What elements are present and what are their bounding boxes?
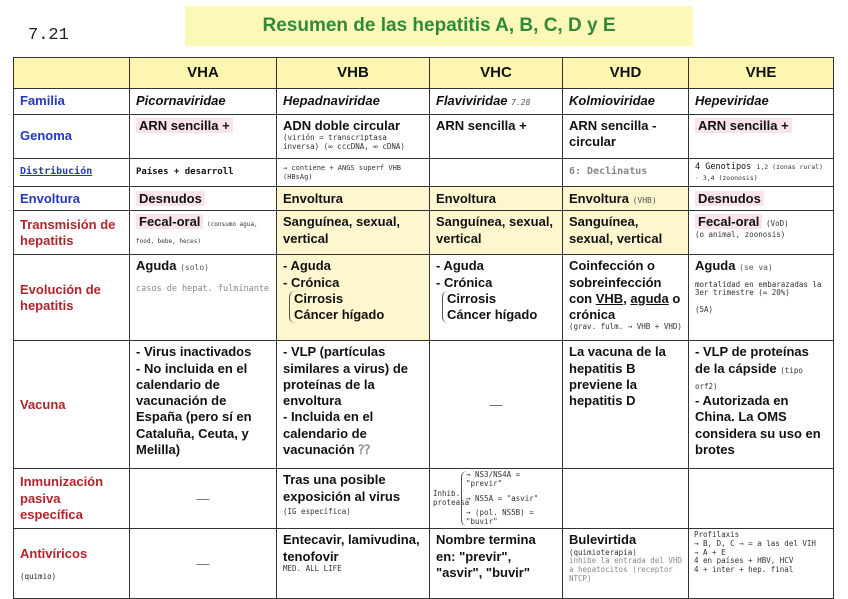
- inmunizacion-vhc-note: → (pol. NS5B) = "buvir": [466, 508, 534, 526]
- row-antiviricos: [14, 529, 834, 599]
- antiviricos-label-text: Antivíricos: [20, 546, 88, 562]
- row-vacuna: [14, 341, 834, 469]
- cell-transmision-vha: [130, 211, 277, 255]
- cell-evolucion-vhc: [430, 255, 563, 341]
- cell-distribucion-vha: Países + desarroll: [130, 159, 277, 187]
- row-label-genoma: Genoma: [14, 115, 130, 159]
- vacuna-vhe-note: (tipo orf2): [695, 365, 803, 391]
- evolucion-vhd-text-d: aguda: [630, 290, 669, 306]
- cell-inmunizacion-vhe: [689, 469, 834, 529]
- cell-evolucion-vha: [130, 255, 277, 341]
- row-familia: [14, 89, 834, 115]
- cell-transmision-vhe: [689, 211, 834, 255]
- inmunizacion-vhc-brace: [461, 471, 559, 526]
- genoma-vhd-text: ARN sencilla -: [569, 118, 657, 133]
- page-number: 7.21: [28, 26, 69, 45]
- antiviricos-vhd-note2: inhibe la entrada del VHD a hepatocitos (receptor NTCP): [569, 556, 682, 583]
- cell-antiviricos-vhe: [689, 529, 834, 599]
- transmision-vha-text: Fecal-oral: [136, 214, 203, 229]
- envoltura-vha-text: Desnudos: [136, 191, 205, 206]
- cell-inmunizacion-vhb: [277, 469, 430, 529]
- row-inmunizacion: [14, 469, 834, 529]
- evolucion-vha-text: Aguda: [136, 258, 177, 274]
- row-distribucion: [14, 159, 834, 187]
- cell-transmision-vhb: Sanguínea, sexual, vertical: [277, 211, 430, 255]
- inmunizacion-vhb-text: Tras una posible exposición al virus: [283, 472, 401, 504]
- evolucion-vhb-item: - Crónica: [283, 274, 340, 290]
- cell-antiviricos-vhc: Nombre termina en: "previr", "asvir", "buvir": [430, 529, 563, 599]
- envoltura-vhe-text: Desnudos: [695, 191, 764, 206]
- familia-vhc-text: Flaviviridae: [436, 93, 508, 109]
- antiviricos-vhb-note: MED. ALL LIFE: [283, 563, 342, 573]
- vacuna-vhe-item-text: - VLP de proteínas de la cápside: [695, 344, 809, 376]
- page-title: Resumen de las hepatitis A, B, C, D y E: [262, 15, 616, 36]
- inmunizacion-vhc-note: → NS3/NS4A = "previr": [466, 470, 521, 488]
- inmunizacion-vhc-note: → NS5A = "asvir": [466, 493, 539, 503]
- header-row: [14, 58, 834, 89]
- transmision-vha-note: (consumo agua, food, bebe, heces): [136, 221, 258, 245]
- header-vhe: VHE: [689, 58, 834, 89]
- vacuna-vhb-mark: ⁇: [358, 441, 371, 457]
- familia-vhc-note: 7.28: [511, 98, 531, 108]
- vacuna-vhb-item-text: - Incluida en el calendario de vacunación: [283, 409, 374, 457]
- evolucion-vhc-item: - Aguda: [436, 258, 484, 274]
- cell-familia-vhc: [430, 89, 563, 115]
- cell-antiviricos-vhd: [563, 529, 689, 599]
- evolucion-vhc-item: Cirrosis: [447, 290, 497, 306]
- cell-envoltura-vhe: [689, 187, 834, 211]
- antiviricos-vhe-note: → B, D, C → = a las del VIH: [694, 539, 816, 548]
- vacuna-vhe-item: [695, 344, 827, 393]
- evolucion-vha-note: (solo): [180, 263, 209, 273]
- header-vha: VHA: [130, 58, 277, 89]
- cell-antiviricos-vha: [130, 529, 277, 599]
- antiviricos-vhe-note: 4 en países + HBV, HCV: [694, 556, 794, 566]
- cell-genoma-vhd: [563, 115, 689, 159]
- title-banner: [185, 6, 693, 46]
- cell-familia-vhd: Kolmioviridae: [563, 89, 689, 115]
- cell-vacuna-vhc: [430, 341, 563, 469]
- cell-distribucion-vhd: 6: Declinatus: [563, 159, 689, 187]
- cell-envoltura-vha: [130, 187, 277, 211]
- cell-evolucion-vhb: [277, 255, 430, 341]
- cell-vacuna-vhd: La vacuna de la hepatitis B previene la hepatitis D: [563, 341, 689, 469]
- vacuna-vhb-item: - VLP (partículas similares a virus) de proteínas de la envoltura: [283, 344, 409, 408]
- evolucion-vhc-item: Cáncer hígado: [447, 307, 538, 322]
- vacuna-vhe-item: - Autorizada en China. La OMS considera su uso en brotes: [695, 393, 821, 457]
- antiviricos-label-note: (quimio): [20, 571, 57, 581]
- evolucion-vhd-text-b: VHB: [595, 290, 624, 306]
- evolucion-vhe-note3: (5A): [695, 304, 714, 314]
- antiviricos-vhd-text: Bulevirtida: [569, 532, 637, 548]
- transmision-vhe-note2: (o animal, zoonosis): [695, 229, 786, 239]
- cell-familia-vhb: Hepadnaviridae: [277, 89, 430, 115]
- row-label-distribucion: Distribución: [14, 159, 130, 187]
- distribucion-vhe-text: 4 Genotipos: [695, 162, 752, 172]
- vacuna-vha-item: - Virus inactivados: [136, 344, 252, 360]
- header-vhd: VHD: [563, 58, 689, 89]
- antiviricos-vhe-note: → A + E: [694, 547, 726, 557]
- evolucion-vhe-text: Aguda: [695, 258, 736, 274]
- antiviricos-vha-dash: —: [196, 555, 210, 571]
- antiviricos-vhe-note: 4 + inter + hep. final: [694, 564, 794, 574]
- cell-vacuna-vhe: [689, 341, 834, 469]
- row-label-vacuna: Vacuna: [14, 341, 130, 469]
- cell-vacuna-vha: [130, 341, 277, 469]
- cell-distribucion-vhb: → contiene + ANGS superf VHB (HBsAg): [277, 159, 430, 187]
- cell-genoma-vhe: [689, 115, 834, 159]
- vacuna-vhc-dash: —: [489, 396, 503, 412]
- transmision-vhe-text: Fecal-oral: [695, 214, 762, 229]
- cell-antiviricos-vhb: [277, 529, 430, 599]
- row-envoltura: [14, 187, 834, 211]
- evolucion-vhb-item: Cirrosis: [294, 290, 344, 306]
- evolucion-vhd-text-e: o crónica: [569, 290, 681, 322]
- inmunizacion-vhb-note: (IG específica): [283, 506, 351, 516]
- cell-envoltura-vhd: [563, 187, 689, 211]
- evolucion-vhd-text-c: ,: [623, 290, 631, 306]
- genoma-vhe-text: ARN sencilla +: [695, 118, 792, 133]
- header-vhb: VHB: [277, 58, 430, 89]
- evolucion-vhb-item: - Aguda: [283, 258, 331, 274]
- cell-vacuna-vhb: [277, 341, 430, 469]
- antiviricos-vhd-note: (quimioterapia): [569, 547, 637, 557]
- vacuna-vhb-item: [283, 409, 423, 458]
- evolucion-vha-note2: casos de hepat. fulminante: [136, 283, 270, 294]
- cell-genoma-vhc: ARN sencilla +: [430, 115, 563, 159]
- genoma-vhb-note: (virión = transcriptasa inversa) (∞ cccDNA, ∞ cDNA): [283, 133, 405, 151]
- header-corner: [14, 58, 130, 89]
- genoma-vha-text: ARN sencilla +: [136, 118, 233, 133]
- cell-inmunizacion-vhc: [430, 469, 563, 529]
- inmunizacion-vhc-brace-label: Inhib. proteasa: [433, 489, 470, 507]
- evolucion-vhc-list: [436, 258, 556, 291]
- cell-distribucion-vhc: [430, 159, 563, 187]
- evolucion-vhb-item: Cáncer hígado: [294, 307, 385, 322]
- vacuna-vha-item: - No incluida en el calendario de vacunación de España (pero sí en Cataluña, Ceuta, y Melilla): [136, 360, 252, 457]
- row-genoma: [14, 115, 834, 159]
- cell-evolucion-vhd: [563, 255, 689, 341]
- transmision-vhe-note: (VoD): [766, 219, 789, 229]
- cell-inmunizacion-vha: [130, 469, 277, 529]
- row-label-familia: Familia: [14, 89, 130, 115]
- inmunizacion-vha-dash: —: [196, 490, 210, 506]
- antiviricos-vhe-note: Profilaxis: [694, 530, 740, 540]
- evolucion-vhe-note2: mortalidad en embarazadas la 3er trimestre (≈ 20%): [695, 279, 822, 298]
- cell-genoma-vha: [130, 115, 277, 159]
- evolucion-vhb-list: [283, 258, 423, 291]
- cell-inmunizacion-vhd: [563, 469, 689, 529]
- row-label-inmunizacion: Inmunización pasiva específica: [14, 469, 130, 529]
- cell-envoltura-vhb: Envoltura: [277, 187, 430, 211]
- evolucion-vhe-note: (se va): [739, 263, 773, 273]
- cell-envoltura-vhc: Envoltura: [430, 187, 563, 211]
- row-evolucion: [14, 255, 834, 341]
- evolucion-vhc-brace: [442, 291, 556, 324]
- evolucion-vhc-item: - Crónica: [436, 274, 493, 290]
- cell-distribucion-vhe: [689, 159, 834, 187]
- row-transmision: [14, 211, 834, 255]
- evolucion-vhd-text-a: Coinfección o sobreinfección con: [569, 258, 662, 306]
- hepatitis-summary-table: [13, 57, 834, 599]
- header-vhc: VHC: [430, 58, 563, 89]
- cell-familia-vha: Picornaviridae: [130, 89, 277, 115]
- cell-evolucion-vhe: [689, 255, 834, 341]
- row-label-evolucion: Evolución de hepatitis: [14, 255, 130, 341]
- row-label-transmision: Transmisión de hepatitis: [14, 211, 130, 255]
- evolucion-vhd-note: (grav. fulm. → VHB + VHD): [569, 322, 682, 332]
- genoma-vhd-text2: circular: [569, 134, 616, 150]
- row-label-envoltura: Envoltura: [14, 187, 130, 211]
- envoltura-vhd-note: (VHB): [632, 195, 657, 205]
- cell-transmision-vhc: Sanguínea, sexual, vertical: [430, 211, 563, 255]
- cell-familia-vhe: Hepeviridae: [689, 89, 834, 115]
- envoltura-vhd-text: Envoltura: [569, 190, 629, 206]
- cell-transmision-vhd: Sanguínea, sexual, vertical: [563, 211, 689, 255]
- genoma-vhb-text: ADN doble circular: [283, 118, 401, 133]
- evolucion-vhb-brace: [289, 291, 423, 324]
- antiviricos-vhb-text: Entecavir, lamivudina, tenofovir: [283, 532, 420, 564]
- row-label-antiviricos: [14, 529, 130, 599]
- distribucion-vhe-note: 1,2 (zonas rural) · 3,4 (zoonosis): [695, 163, 823, 182]
- cell-genoma-vhb: [277, 115, 430, 159]
